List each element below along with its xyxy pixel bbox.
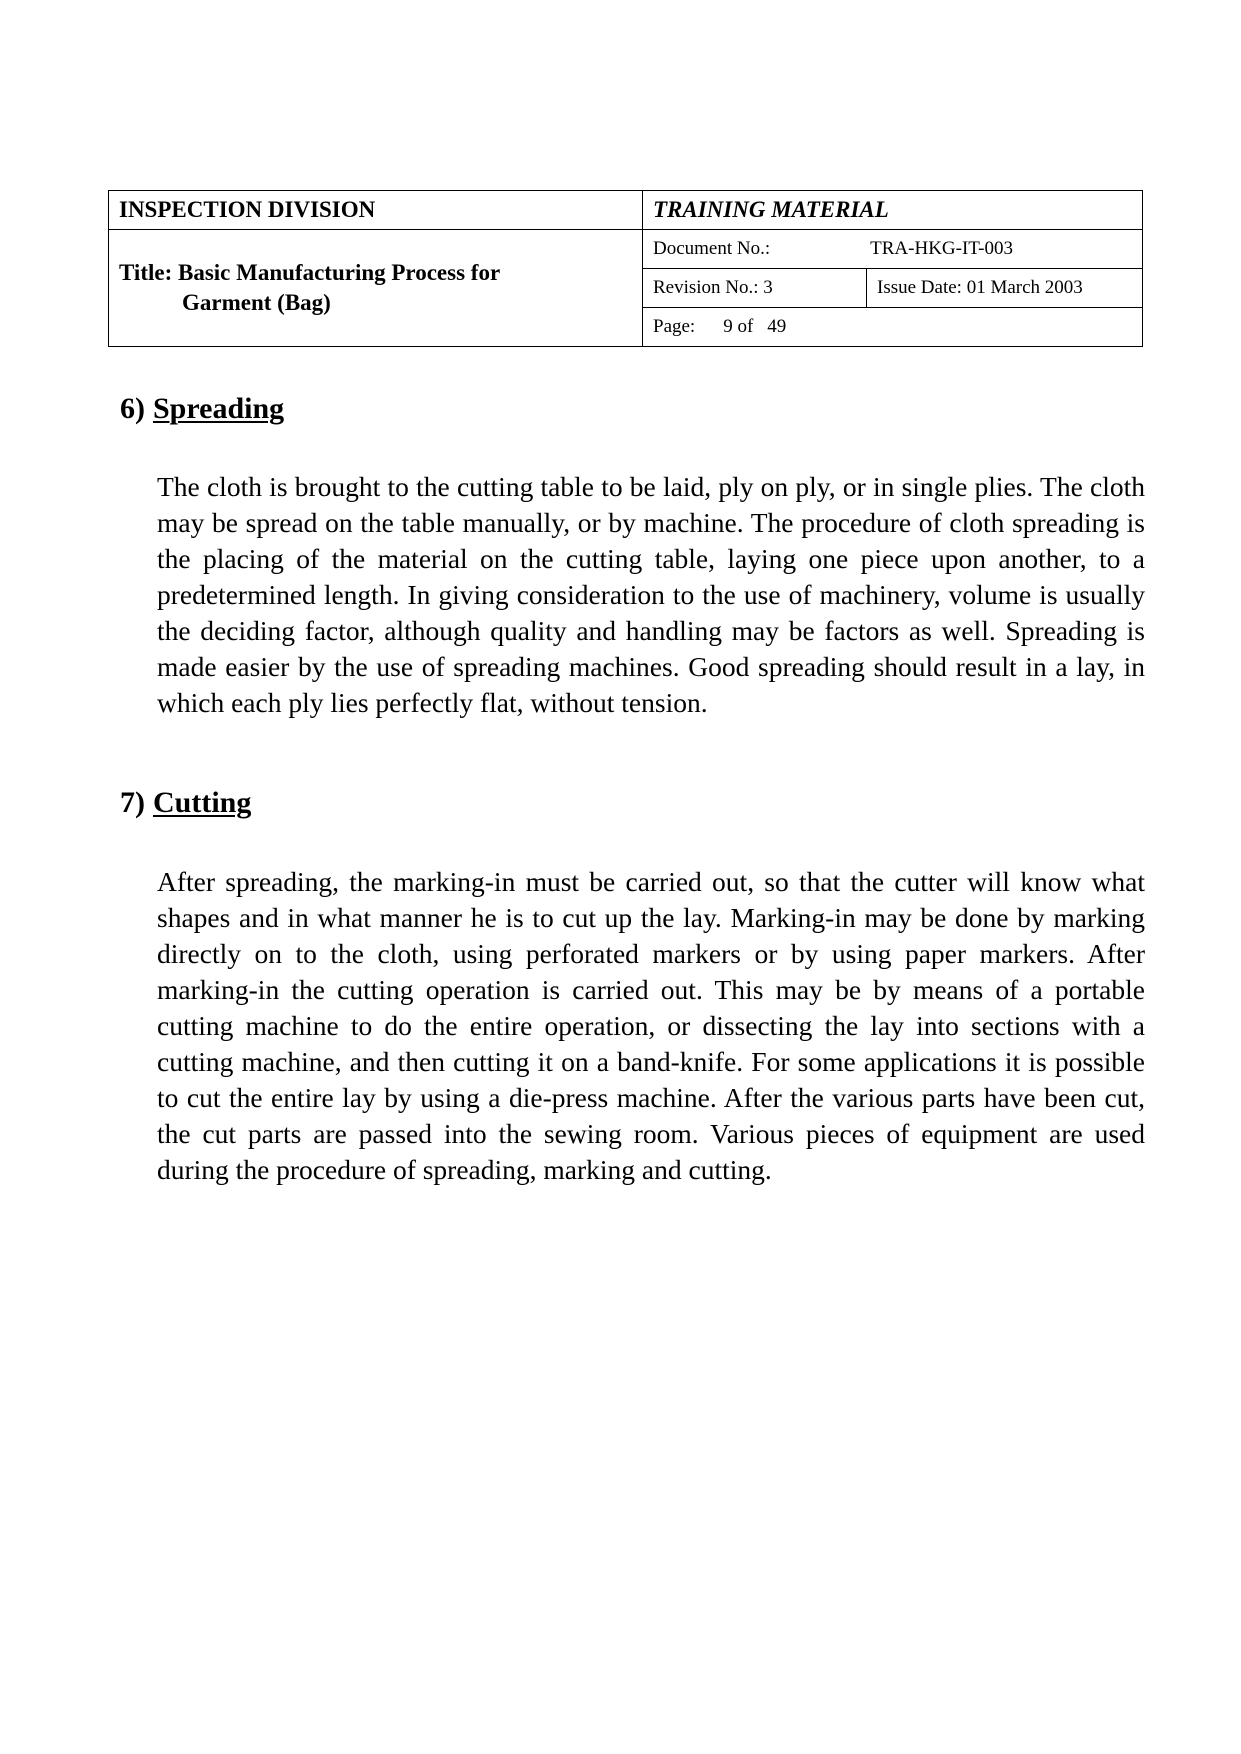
section-title: Cutting <box>153 786 252 819</box>
section-number: 6) <box>120 392 145 425</box>
revision-cell <box>643 269 867 308</box>
page-number: 9 of <box>723 316 754 337</box>
division-cell <box>109 191 643 230</box>
section-heading-spreading <box>120 392 284 426</box>
issue-date-cell <box>867 269 1143 308</box>
page-total: 49 <box>767 316 787 337</box>
issue-date-label: Issue Date: 01 March 2003 <box>877 277 1083 298</box>
document-number-value: TRA-HKG-IT-003 <box>870 238 1013 259</box>
material-type-label: TRAINING MATERIAL <box>653 197 889 222</box>
section-number: 7) <box>120 786 145 819</box>
revision-label: Revision No.: 3 <box>653 277 773 298</box>
document-title-line2: Garment (Bag) <box>182 290 331 315</box>
material-type-cell <box>643 191 1143 230</box>
document-title-cell <box>109 230 643 347</box>
section-title: Spreading <box>153 392 285 425</box>
document-title-line1: Title: Basic Manufacturing Process for <box>119 260 501 285</box>
page-label: Page: <box>653 316 696 337</box>
document-number-cell <box>643 230 1143 269</box>
section-body-spreading: The cloth is brought to the cutting table to be laid, ply on ply, or in single plies. The cloth may be spread on the table manually, or by machine. The procedure of cloth spreading is the placing of the material on the cutting table, laying one piece upon another, to a predetermined length. In giving consideration to the use of machinery, volume is usually the deciding factor, although quality and handling may be factors as well. Spreading is made easier by the use of spreading machines. Good spreading should result in a lay, in which each ply lies perfectly flat, without tension. <box>157 471 1145 718</box>
section-heading-cutting <box>120 786 251 820</box>
section-body-cutting: After spreading, the marking-in must be carried out, so that the cutter will know what shapes and in what manner he is to cut up the lay. Marking-in may be done by marking directly on to the cloth, using perforated markers or by using paper markers. After marking-in the cutting operation is carried out. This may be by means of a portable cutting machine to do the entire operation, or dissecting the lay into sections with a cutting machine, and then cutting it on a band-knife. For some applications it is possible to cut the entire lay by using a die-press machine. After the various parts have been cut, the cut parts are passed into the sewing room. Various pieces of equipment are used during the procedure of spreading, marking and cutting. <box>157 866 1145 1185</box>
division-label: INSPECTION DIVISION <box>119 197 376 222</box>
document-number-label: Document No.: <box>653 238 771 259</box>
page-cell <box>643 308 1143 347</box>
document-header-table <box>108 190 1143 347</box>
